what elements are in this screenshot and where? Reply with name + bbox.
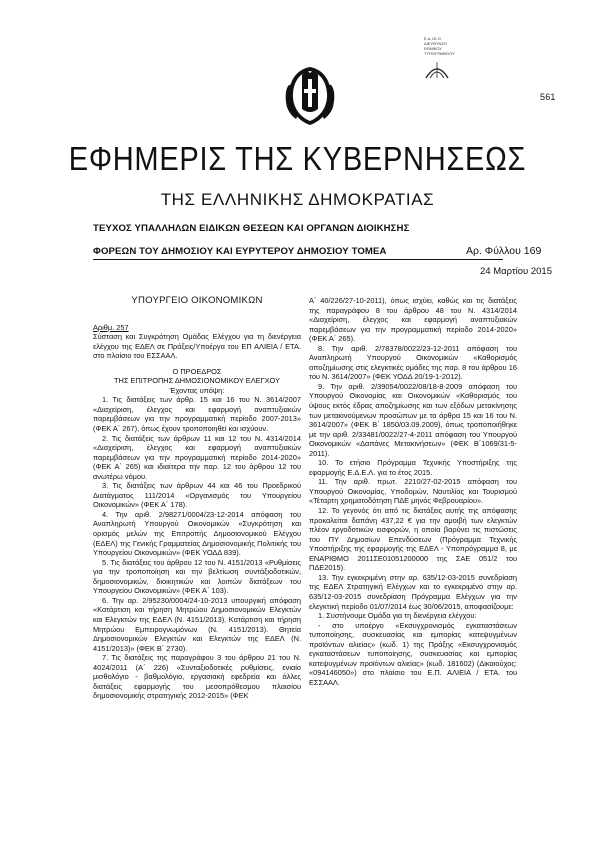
- gazette-title: ΕΦΗΜΕΡΙΣ ΤΗΣ ΚΥΒΕΡΝΗΣΕΩΣ: [68, 140, 527, 177]
- paragraph: 13. Την εγκεκριμένη στην αρ. 635/12-03-2015 συνεδρίαση της ΕΔΕΛ Στρατηγική Ελέγχων και το εγκεκριμένο στην αρ. 635/12-03-2015 συνεδρίαση Πρόγραμμα Ελέγχων για την ελεγκτική περίοδο 01/07/2014 έως 30/06/2015, αποφασίζουμε:: [309, 572, 517, 611]
- paragraph: 1. Συστήνουμε Ομάδα για τη διενέργεια ελέγχου:: [318, 611, 477, 621]
- printing-office-stamp: [424, 36, 484, 81]
- paragraph: 5. Τις διατάξεις του άρθρου 12 του Ν. 4151/2013 «Ρυθμίσεις για την τροποποίηση και την βελτίωση συντάξιοδοτικών, δημοσιονομικών, διοικητικών και λοιπών διατάξεων του Υπουργείου Οικονομικών» (ΦΕΚ Α΄ 103).: [93, 557, 301, 596]
- page-number: 561: [540, 92, 556, 102]
- decision-number: [93, 323, 301, 333]
- issue-series-line: ΤΕΥΧΟΣ ΥΠΑΛΛΗΛΩΝ ΕΙΔΙΚΩΝ ΘΕΣΕΩΝ ΚΑΙ ΟΡΓΑΝΩΝ ΔΙΟΙΚΗΣΗΣ: [93, 223, 410, 234]
- paragraph: - στο υποέργο «Εκσυγχρονισμός εγκαταστάσεων τυποποίησης, συσκευασίας και εμπορίας κατεψυγμένων προϊόντων αλιείας» (κωδ. 1) της Πράξης «Εκσυγχρονισμός εγκαταστάσεων τυποποίησης, συσκευασίας και εμπορίας κατεψυγμένων προϊόντων αλιείας» (κωδ. 181602) (Δικαιούχος: «094146050») στο πλαίσιο του Ε.Π. ΑΛΙΕΙΑ / ΕΤΑ. του ΕΣΣΑΑΛ.: [309, 620, 517, 687]
- coat-of-arms-icon: [284, 63, 336, 129]
- authority-title: Ο ΠΡΟΕΔΡΟΣ: [172, 366, 222, 376]
- paragraph: 1. Τις διατάξεις των άρθρ. 15 και 16 του Ν. 3614/2007 «Διαχείριση, έλεγχος και εφαρμογή αναπτυξιακών παρεμβάσεων για την προγραμματική περίοδο 2007-2013» (ΦΕΚ Α΄ 267), όπως έχουν τροποποιηθεί και ισχύουν.: [93, 395, 301, 434]
- paragraph: 9. Την αριθ. 2/39054/0022/08/18-8-2009 απόφαση του Υπουργού Οικονομίας και Οικονομικών «Καθορισμός του ύψους εκτός έδρας αποζημίωσης και των εξόδων μετακίνησης των μετακινούμενων προσώπων με τα άρθρα 15 και 16 του Ν. 3614/2007» (ΦΕΚ Β΄ 1850/03.09.2009), όπως τροποποιήθηκε με την αριθ. 2/33481/0022/27-4-2011 απόφαση του Υπουργού Οικονομικών «Δαπάνες Μετακινήσεων» (ΦΕΚ Β΄1069/31-5-2011).: [309, 381, 517, 458]
- gazette-subtitle: ΤΗΣ ΕΛΛΗΝΙΚΗΣ ΔΗΜΟΚΡΑΤΙΑΣ: [160, 190, 435, 209]
- authority-subtitle: ΤΗΣ ΕΠΙΤΡΟΠΗΣ ΔΗΜΟΣΙΟΝΟΜΙΚΟΥ ΕΛΕΓΧΟΥ: [113, 376, 281, 386]
- left-column: [93, 296, 301, 701]
- paragraph: 12. Το γεγονός ότι από τις διατάξεις αυτής της απόφασης προκαλείται δαπάνη 437,22 € για την αμοιβή των ελεγκτών πλέον εργοδοτικών εισφορών, η οποία βαρύνει τις πιστώσεις του ΠΥ Δημοσίων Επενδύσεων (Πρόγραμμα Τεχνικής Υποστήριξης της εφαρμογής της ΕΔΕΛ - Υποπρόγραμμα 8, με ΕΝΑΡΙΘΜΟ 2011ΣΕ01051200000 της ΣΑΕ 051/2 του ΠΔΕ2015).: [309, 506, 517, 573]
- printing-office-logo-icon: [424, 58, 450, 80]
- paragraph: 8. Την αριθ. 2/78378/0022/23-12-2011 απόφαση του Αναπληρωτή Υπουργού Οικονομικών «Καθορισμός αποζημίωσης στις ελεγκτικές ομάδες της παρ. 8 του άρθρου 16 του Ν. 3614/2007» (ΦΕΚ ΥΟΔΔ 20/19-1-2012).: [309, 343, 517, 382]
- stamp-line: Ε.Δ.Ι.Ε.Ο.: [424, 36, 442, 41]
- paragraph: 6. Την αρ. 2/95230/0004/24-10-2013 υπουργική απόφαση «Κατάρτιση και τήρηση Μητρώου Δημοσιονομικών Ελεγκτών και Ελεγκτών της ΕΔΕΛ (Ν. 4151/2013). Κατάρτιση και τήρηση Μητρώου Εμπειρογνωμόνων (Ν. 4151/2013). Θητεία Δημοσιονομικών Ελεγκτών και Ελεγκτών της ΕΔΕΛ (Ν. 4151/2013)» (ΦΕΚ Β΄ 2730).: [93, 595, 301, 653]
- paragraph: 3. Τις διατάξεις των άρθρων 44 και 46 του Προεδρικού Διατάγματος 111/2014 «Οργανισμός του Υπουργείου Οικονομικών» (ΦΕΚ Α΄ 178).: [93, 481, 301, 510]
- issue-series-line: ΦΟΡΕΩΝ ΤΟΥ ΔΗΜΟΣΙΟΥ ΚΑΙ ΕΥΡΥΤΕΡΟΥ ΔΗΜΟΣΙΟΥ ΤΟΜΕΑ: [93, 246, 387, 257]
- stamp-line: ΤΥΠΟΓΡΑΦΕΙΟΥ: [424, 51, 455, 56]
- paragraph: Α΄ 40/226/27-10-2011), όπως ισχύει, καθώς και τις διατάξεις της παραγράφου 8 του άρθρου 48 του Ν. 4314/2014 «Διαχείριση, έλεγχος και εφαρμογή αναπτυξιακών παρεμβάσεων για την προγραμματική περίοδο 2014-2020» (ΦΕΚ Α΄ 265).: [309, 296, 517, 344]
- decision-number-text: Αριθμ. 257: [93, 322, 129, 332]
- issue-date: 24 Μαρτίου 2015: [480, 266, 552, 277]
- paragraph: 2. Τις διατάξεις των άρθρων 11 και 12 του Ν. 4314/2014 «Διαχείριση, έλεγχος και εφαρμογή αναπτυξιακών παρεμβάσεων για την προγραμματική περίοδο 2014-2020» (ΦΕΚ Α΄ 265) και ιδιαίτερα την παρ. 12 του άρθρου 12 του ανωτέρω νόμου.: [93, 433, 301, 481]
- paragraph: 7. Τις διατάξεις της παραγράφου 3 του άρθρου 21 του Ν. 4024/2011 (Α΄ 226) «Συνταξιοδοτικές ρυθμίσεις, ενιαίο μισθολόγιο - βαθμολόγιο, εργασιακή εφεδρεία και άλλες διατάξεις εφαρμογής του μεσοπρόθεσμου πλαισίου δημοσιονομικής στρατηγικής 2012-2015» (ΦΕΚ: [93, 653, 301, 701]
- stamp-line: ΕΘΝΙΚΟΥ: [424, 46, 442, 51]
- stamp-line: ΔΙΕΥΘΥΝΣΗ: [424, 41, 447, 46]
- decision-title: Σύσταση και Συγκρότηση Ομάδας Ελέγχου για τη διενέργεια ελέγχου της ΕΔΕΛ σε Πράξεις/Υποέργα του ΕΠ ΑΛΙΕΙΑ / ΕΤΑ. στο πλαίσιο του ΕΣΣΑΑΛ.: [93, 332, 301, 361]
- ministry-heading: ΥΠΟΥΡΓΕΙΟ ΟΙΚΟΝΟΜΙΚΩΝ: [131, 295, 263, 306]
- header-divider: [93, 259, 503, 260]
- sheet-number: Αρ. Φύλλου 169: [466, 245, 542, 257]
- paragraph: 11. Την αριθ. πρωτ. 2210/27-02-2015 απόφαση του Υπουργού Οικονομίας, Υποδομών, Ναυτιλίας και Τουρισμού «Τέταρτη χρηματοδότηση ΠΔΕ μηνός Φεβρουαρίου».: [309, 477, 517, 506]
- right-column: [309, 296, 517, 687]
- having-regard: Έχοντας υπόψη:: [169, 385, 225, 395]
- paragraph: 10. Το ετήσιο Πρόγραμμα Τεχνικής Υποστήριξης της εφαρμογής Ε.Δ.Ε.Λ. για το έτος 2015.: [309, 458, 517, 477]
- paragraph: 4. Την αριθ. 2/98271/0004/23-12-2014 απόφαση του Αναπληρωτή Υπουργού Οικονομικών «Συγκρότηση και ορισμός μελών της Επιτροπής Δημοσιονομικού Ελέγχου (ΕΔΕΛ) της Γενικής Γραμματείας Δημοσιονομικής Πολιτικής του Υπουργείου Οικονομικών» (ΦΕΚ ΥΟΔΔ 839).: [93, 509, 301, 558]
